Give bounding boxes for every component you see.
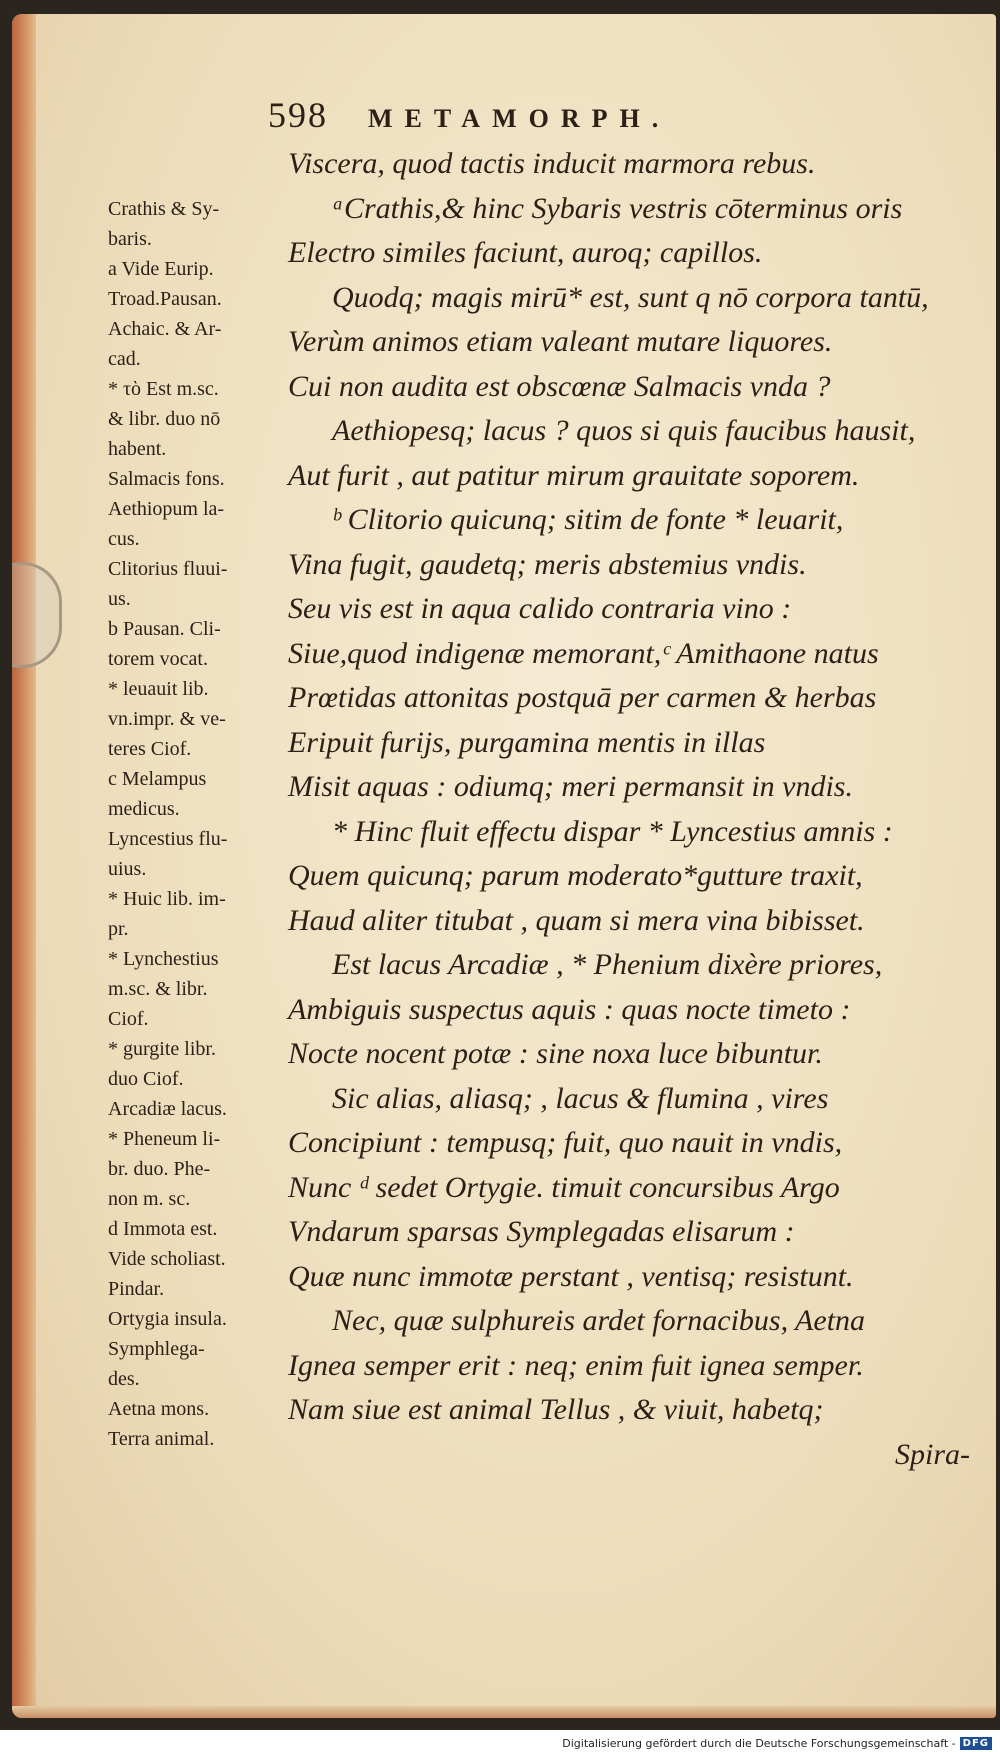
verse-line: Quodq; magis mirū* est, sunt q nō corpora tantū,: [332, 280, 929, 314]
margin-note: & libr. duo nō: [108, 408, 221, 430]
verse-line: Nec, quæ sulphureis ardet fornacibus, Aetna: [332, 1304, 866, 1337]
poem-text: [288, 142, 978, 1477]
margin-note: d Immota est.: [108, 1218, 218, 1240]
verse-line: Verùm animos etiam valeant mutare liquores.: [288, 325, 833, 358]
running-head: METAMORPH.: [368, 104, 671, 133]
margin-note: Lyncestius flu-: [108, 828, 228, 850]
verse-line: Siue,quod indigenæ memorant,ᶜ Amithaone natus: [288, 636, 879, 670]
margin-note: medicus.: [108, 798, 180, 820]
margin-note: Arcadiæ lacus.: [108, 1098, 227, 1120]
margin-note: Symphlega-: [108, 1338, 205, 1360]
margin-note: baris.: [108, 228, 152, 250]
margin-note: Terra animal.: [108, 1428, 215, 1450]
catchword: Spira-: [895, 1437, 970, 1471]
margin-note: cus.: [108, 528, 140, 550]
verse-line: ᵇ Clitorio quicunq; sitim de fonte * leuarit,: [332, 503, 844, 536]
book-page: [12, 14, 996, 1718]
margin-note: torem vocat.: [108, 648, 208, 670]
margin-note: habent.: [108, 438, 167, 460]
margin-note: non m. sc.: [108, 1188, 191, 1210]
margin-note: Ortygia insula.: [108, 1308, 227, 1330]
margin-notes: [108, 194, 288, 1454]
verse-line: Cui non audita est obscœnæ Salmacis vnda ?: [288, 369, 831, 403]
verse-line: Vndarum sparsas Symplegadas elisarum :: [288, 1215, 795, 1248]
verse-line: Aut furit , aut patitur mirum grauitate soporem.: [288, 458, 860, 492]
margin-note: * leuauit lib.: [108, 678, 209, 700]
verse-line: Quæ nunc immotæ perstant , ventisq; resistunt.: [288, 1259, 854, 1293]
clip-ring: [12, 562, 62, 668]
dfg-logo: DFG: [960, 1737, 992, 1750]
footer-credit: [562, 1737, 992, 1750]
verse-line: Seu vis est in aqua calido contraria vino :: [288, 592, 792, 625]
verse-line: Nam siue est animal Tellus , & viuit, habetq;: [288, 1393, 824, 1426]
margin-note: a Vide Eurip.: [108, 258, 214, 280]
verse-line: * Hinc fluit effectu dispar * Lyncestius amnis :: [332, 814, 893, 848]
margin-note: * Pheneum li-: [108, 1128, 221, 1150]
margin-note: * gurgite libr.: [108, 1038, 216, 1060]
margin-note: Crathis & Sy-: [108, 198, 220, 220]
verse-line: Quem quicunq; parum moderato*gutture traxit,: [288, 859, 863, 892]
margin-note: * τὸ Est m.sc.: [108, 378, 219, 400]
margin-note: cad.: [108, 348, 141, 370]
verse-line: Nocte nocent potæ : sine noxa luce bibuntur.: [288, 1037, 823, 1070]
margin-note: Achaic. & Ar-: [108, 318, 222, 340]
margin-note: * Lynchestius: [108, 948, 219, 970]
verse-line: Aethiopesq; lacus ? quos si quis faucibus hausit,: [332, 414, 916, 447]
verse-line: Eripuit furijs, purgamina mentis in illas: [288, 725, 766, 759]
margin-note: * Huic lib. im-: [108, 888, 226, 910]
verse-line: Ambiguis suspectus aquis : quas nocte timeto :: [288, 992, 851, 1026]
verse-line: Misit aquas : odiumq; meri permansit in vndis.: [288, 770, 853, 803]
verse-line: Haud aliter titubat , quam si mera vina bibisset.: [288, 903, 865, 937]
page-header: [268, 94, 828, 138]
margin-note: Aethiopum la-: [108, 498, 225, 520]
margin-note: Aetna mons.: [108, 1398, 210, 1420]
verse-line: Ignea semper erit : neq; enim fuit ignea semper.: [288, 1348, 864, 1382]
verse-line: Prœtidas attonitas postquā per carmen & herbas: [288, 681, 877, 714]
verse-line: Concipiunt : tempusq; fuit, quo nauit in vndis,: [288, 1126, 843, 1159]
margin-note: duo Ciof.: [108, 1068, 184, 1090]
verse-line: Est lacus Arcadiæ , * Phenium dixère priores,: [332, 948, 883, 981]
margin-note: Ciof.: [108, 1008, 149, 1030]
margin-note: m.sc. & libr.: [108, 978, 208, 1000]
page-edge-red: [12, 14, 36, 1718]
margin-note: c Melampus: [108, 768, 207, 790]
margin-note: vn.impr. & ve-: [108, 708, 226, 730]
page-edge-bottom: [12, 1706, 996, 1718]
verse-line: Electro similes faciunt, auroq; capillos.: [288, 236, 763, 269]
verse-line: Vina fugit, gaudetq; meris abstemius vndis.: [288, 547, 807, 581]
verse-line: Viscera, quod tactis inducit marmora rebus.: [288, 147, 816, 180]
margin-note: b Pausan. Cli-: [108, 618, 221, 640]
verse-line: Sic alias, aliasq; , lacus & flumina , vires: [332, 1081, 829, 1115]
verse-line: Nunc ᵈ sedet Ortygie. timuit concursibus Argo: [288, 1170, 840, 1204]
page-number: 598: [268, 95, 328, 135]
margin-note: Pindar.: [108, 1278, 165, 1300]
margin-note: Salmacis fons.: [108, 468, 225, 490]
margin-note: Clitorius fluui-: [108, 558, 228, 580]
margin-note: des.: [108, 1368, 140, 1390]
margin-note: Troad.Pausan.: [108, 288, 222, 310]
margin-note: teres Ciof.: [108, 738, 192, 760]
verse-line: ᵃCrathis,& hinc Sybaris vestris cōterminus oris: [332, 191, 903, 225]
margin-note: br. duo. Phe-: [108, 1158, 211, 1180]
margin-note: uius.: [108, 858, 147, 880]
margin-note: Vide scholiast.: [108, 1248, 226, 1270]
margin-note: us.: [108, 588, 131, 610]
footer-credit-text: Digitalisierung gefördert durch die Deutsche Forschungsgemeinschaft -: [562, 1737, 956, 1750]
margin-note: pr.: [108, 918, 129, 940]
